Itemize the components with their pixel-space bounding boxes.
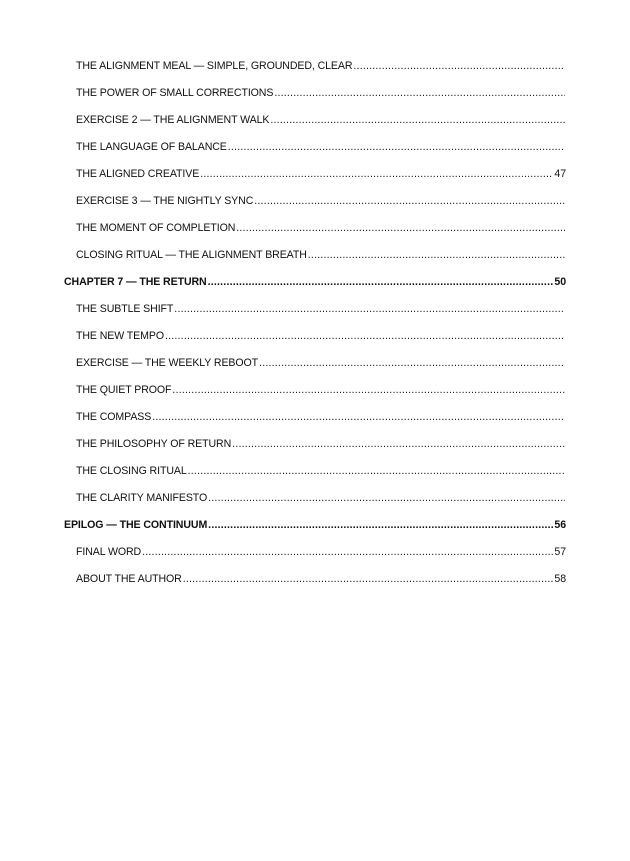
- toc-dot-leader: [270, 114, 565, 127]
- toc-entry[interactable]: [0, 295, 630, 322]
- toc-entry[interactable]: [0, 52, 630, 79]
- toc-entry-title: THE ALIGNMENT MEAL — SIMPLE, GROUNDED, CLEAR: [76, 60, 353, 72]
- toc-dot-leader: [259, 357, 565, 370]
- toc-dot-leader: [274, 87, 565, 100]
- toc-dot-leader: [208, 519, 553, 532]
- toc-entry-title: THE QUIET PROOF: [76, 384, 172, 396]
- toc-entry[interactable]: [0, 484, 630, 511]
- toc-chapter-title: EPILOG — THE CONTINUUM: [64, 519, 208, 531]
- toc-entry-title: THE LANGUAGE OF BALANCE: [76, 141, 227, 153]
- toc-entry-title: THE SUBTLE SHIFT: [76, 303, 174, 315]
- toc-entry[interactable]: [0, 538, 630, 565]
- toc-dot-leader: [165, 330, 565, 343]
- toc-dot-leader: [353, 60, 565, 73]
- toc-entry-title: THE ALIGNED CREATIVE: [76, 168, 200, 180]
- toc-chapter-page: 56: [554, 519, 566, 531]
- toc-entry[interactable]: [0, 214, 630, 241]
- toc-dot-leader: [152, 411, 565, 424]
- toc-dot-leader: [172, 384, 565, 397]
- toc-entry[interactable]: [0, 133, 630, 160]
- toc-chapter-entry[interactable]: [0, 511, 630, 538]
- toc-chapter-entry[interactable]: [0, 268, 630, 295]
- toc-entry-title: ABOUT THE AUTHOR: [76, 573, 182, 585]
- toc-chapter-page: 50: [554, 276, 566, 288]
- toc-entry-title: EXERCISE 2 — THE ALIGNMENT WALK: [76, 114, 270, 126]
- toc-dot-leader: [208, 492, 565, 505]
- toc-dot-leader: [183, 573, 554, 586]
- toc-entry[interactable]: [0, 241, 630, 268]
- toc-dot-leader: [208, 276, 554, 289]
- toc-entry-page: 47: [554, 168, 566, 180]
- toc-entry[interactable]: [0, 322, 630, 349]
- toc-dot-leader: [200, 168, 553, 181]
- toc-entry[interactable]: [0, 403, 630, 430]
- toc-entry[interactable]: [0, 565, 630, 592]
- toc-chapter-title: CHAPTER 7 — THE RETURN: [64, 276, 207, 288]
- toc-entry[interactable]: [0, 106, 630, 133]
- toc-dot-leader: [174, 303, 565, 316]
- toc-entry[interactable]: [0, 349, 630, 376]
- toc-dot-leader: [254, 195, 565, 208]
- toc-entry[interactable]: [0, 376, 630, 403]
- toc-entry-title: THE NEW TEMPO: [76, 330, 164, 342]
- toc-dot-leader: [228, 141, 565, 154]
- toc-dot-leader: [232, 438, 565, 451]
- toc-entry[interactable]: [0, 79, 630, 106]
- toc-dot-leader: [188, 465, 565, 478]
- table-of-contents: [0, 52, 630, 592]
- toc-entry-title: FINAL WORD: [76, 546, 142, 558]
- toc-entry[interactable]: [0, 187, 630, 214]
- toc-entry-page: 58: [554, 573, 566, 585]
- toc-entry-title: THE PHILOSOPHY OF RETURN: [76, 438, 232, 450]
- toc-entry[interactable]: [0, 430, 630, 457]
- toc-entry-title: EXERCISE 3 — THE NIGHTLY SYNC: [76, 195, 254, 207]
- toc-dot-leader: [308, 249, 565, 262]
- toc-entry-page: 57: [554, 546, 566, 558]
- toc-entry-title: THE COMPASS: [76, 411, 152, 423]
- toc-dot-leader: [236, 222, 565, 235]
- toc-entry-title: THE CLOSING RITUAL: [76, 465, 187, 477]
- toc-entry[interactable]: [0, 160, 630, 187]
- toc-entry-title: CLOSING RITUAL — THE ALIGNMENT BREATH: [76, 249, 307, 261]
- toc-entry-title: THE CLARITY MANIFESTO: [76, 492, 208, 504]
- toc-entry-title: THE MOMENT OF COMPLETION: [76, 222, 236, 234]
- toc-entry-title: EXERCISE — THE WEEKLY REBOOT: [76, 357, 259, 369]
- toc-dot-leader: [142, 546, 553, 559]
- toc-entry-title: THE POWER OF SMALL CORRECTIONS: [76, 87, 274, 99]
- toc-entry[interactable]: [0, 457, 630, 484]
